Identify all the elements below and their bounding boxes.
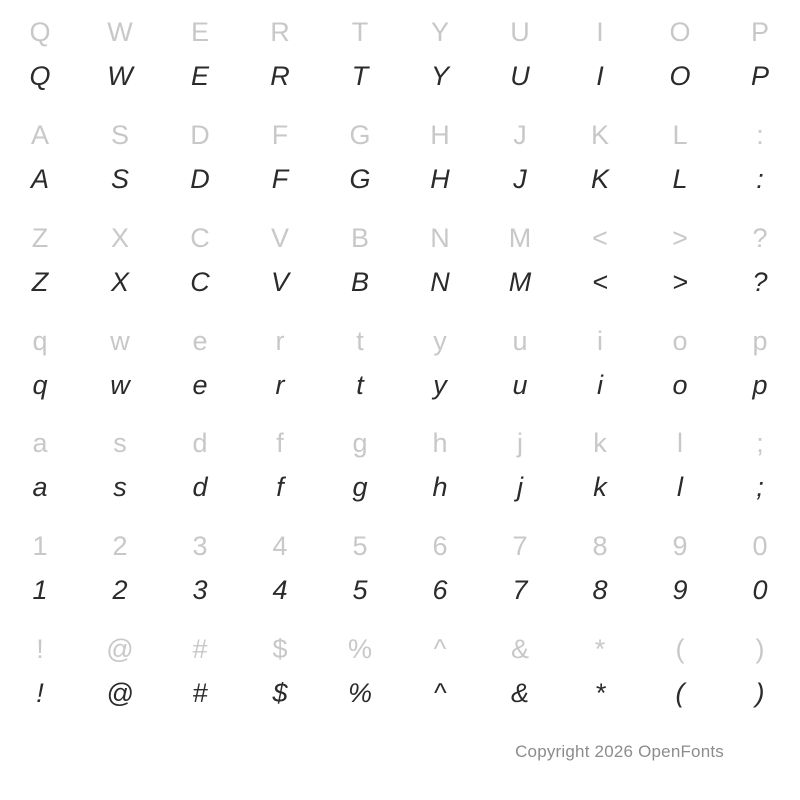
sample-glyph: i: [597, 369, 603, 400]
sample-glyph: f: [276, 472, 284, 503]
reference-glyph: u: [512, 325, 528, 356]
reference-glyph: B: [350, 222, 369, 253]
reference-glyph: :: [756, 119, 764, 150]
sample-glyph: U: [510, 61, 530, 91]
reference-glyph: 0: [752, 531, 768, 562]
reference-glyph: o: [672, 325, 688, 356]
reference-glyph: j: [517, 428, 523, 459]
reference-glyph: y: [433, 325, 447, 356]
reference-glyph: K: [590, 119, 609, 150]
reference-glyph: !: [36, 634, 44, 665]
reference-glyph: w: [110, 325, 130, 356]
glyph-row-pair: [0, 514, 800, 617]
sample-glyph: $: [272, 678, 288, 709]
sample-glyph: d: [192, 472, 208, 503]
reference-glyph: @: [106, 634, 134, 665]
reference-row: [0, 514, 800, 560]
reference-glyph: 1: [32, 531, 48, 562]
reference-glyph: d: [192, 428, 208, 459]
reference-glyph: J: [513, 119, 527, 150]
sample-glyph: ^: [433, 678, 447, 709]
reference-glyph: N: [430, 222, 450, 253]
reference-row: [0, 617, 800, 663]
sample-glyph: k: [593, 472, 607, 503]
sample-glyph: l: [677, 472, 683, 503]
glyph-row-pair: [0, 617, 800, 720]
reference-glyph: i: [597, 325, 603, 356]
sample-glyph: @: [106, 678, 134, 709]
reference-glyph: a: [32, 428, 48, 459]
reference-glyph: %: [347, 634, 372, 665]
reference-row: [0, 0, 800, 46]
reference-glyph: 2: [112, 531, 128, 562]
sample-glyph: S: [110, 163, 129, 194]
reference-row: [0, 103, 800, 149]
reference-glyph: h: [432, 428, 448, 459]
sample-glyph: :: [756, 163, 764, 194]
sample-glyph: Z: [31, 266, 49, 297]
sample-glyph: (: [675, 678, 685, 709]
reference-glyph: P: [750, 17, 769, 47]
copyright-notice: Copyright 2026 OpenFonts: [515, 742, 724, 761]
sample-row: [0, 355, 800, 399]
sample-glyph: E: [190, 61, 209, 91]
reference-glyph: C: [190, 222, 210, 253]
glyph-row-pair: [0, 309, 800, 412]
sample-glyph: #: [192, 678, 208, 709]
sample-glyph: r: [275, 369, 285, 400]
sample-row: [0, 252, 800, 296]
sample-glyph: P: [750, 61, 769, 91]
reference-glyph: 6: [432, 531, 448, 562]
sample-glyph: s: [113, 472, 127, 503]
reference-glyph: r: [275, 325, 285, 356]
sample-glyph: B: [350, 266, 369, 297]
glyph-row-pair: [0, 206, 800, 309]
sample-glyph: u: [512, 369, 528, 400]
sample-glyph: p: [752, 369, 768, 400]
reference-glyph: W: [107, 17, 133, 47]
glyph-row-pair: [0, 0, 800, 103]
sample-glyph: 9: [672, 575, 688, 606]
reference-glyph: R: [270, 17, 290, 47]
reference-glyph: F: [271, 119, 289, 150]
reference-glyph: <: [592, 222, 608, 253]
sample-glyph: 4: [272, 575, 288, 606]
sample-glyph: 3: [192, 575, 208, 606]
reference-glyph: U: [510, 17, 530, 47]
reference-glyph: T: [351, 17, 369, 47]
sample-glyph: Y: [430, 61, 449, 91]
sample-glyph: 0: [752, 575, 768, 606]
sample-glyph: L: [672, 163, 688, 194]
sample-glyph: 7: [512, 575, 528, 606]
sample-glyph: h: [432, 472, 448, 503]
reference-glyph: ?: [752, 222, 768, 253]
reference-glyph: V: [270, 222, 289, 253]
sample-glyph: *: [594, 678, 606, 709]
reference-glyph: Q: [29, 17, 51, 47]
sample-glyph: 8: [592, 575, 608, 606]
sample-glyph: H: [430, 163, 450, 194]
sample-glyph: X: [110, 266, 129, 297]
sample-glyph: I: [596, 61, 604, 91]
sample-glyph: 1: [32, 575, 48, 606]
sample-glyph: M: [508, 266, 532, 297]
reference-glyph: *: [594, 634, 606, 665]
reference-glyph: &: [510, 634, 529, 665]
reference-glyph: $: [272, 634, 288, 665]
reference-glyph: l: [677, 428, 683, 459]
reference-glyph: A: [30, 119, 49, 150]
reference-glyph: ): [755, 634, 765, 665]
sample-glyph: Q: [29, 61, 51, 91]
sample-glyph: g: [352, 472, 368, 503]
sample-glyph: F: [271, 163, 289, 194]
reference-glyph: 8: [592, 531, 608, 562]
reference-glyph: 9: [672, 531, 688, 562]
reference-glyph: s: [113, 428, 127, 459]
sample-glyph: a: [32, 472, 48, 503]
sample-glyph: D: [190, 163, 210, 194]
reference-glyph: 4: [272, 531, 288, 562]
sample-row: [0, 663, 800, 707]
sample-glyph: K: [590, 163, 609, 194]
glyph-row-pair: [0, 103, 800, 206]
reference-glyph: 3: [192, 531, 208, 562]
sample-glyph: o: [672, 369, 688, 400]
sample-glyph: ): [755, 678, 765, 709]
reference-glyph: f: [276, 428, 284, 459]
sample-glyph: C: [190, 266, 210, 297]
sample-row: [0, 46, 800, 90]
reference-glyph: (: [675, 634, 685, 665]
reference-glyph: G: [349, 119, 371, 150]
reference-glyph: t: [356, 325, 364, 356]
sample-glyph: ;: [756, 472, 764, 503]
sample-glyph: >: [672, 266, 688, 297]
sample-glyph: V: [270, 266, 289, 297]
sample-glyph: 5: [352, 575, 368, 606]
sample-glyph: W: [107, 61, 133, 91]
sample-glyph: !: [36, 678, 44, 709]
reference-glyph: p: [752, 325, 768, 356]
reference-glyph: Z: [31, 222, 49, 253]
sample-glyph: 2: [112, 575, 128, 606]
reference-glyph: Y: [430, 17, 449, 47]
sample-glyph: t: [356, 369, 364, 400]
reference-glyph: L: [672, 119, 688, 150]
sample-glyph: T: [351, 61, 369, 91]
sample-row: [0, 560, 800, 604]
sample-glyph: <: [592, 266, 608, 297]
sample-glyph: %: [347, 678, 372, 709]
reference-glyph: 5: [352, 531, 368, 562]
reference-glyph: E: [190, 17, 209, 47]
reference-glyph: #: [192, 634, 208, 665]
sample-glyph: R: [270, 61, 290, 91]
sample-glyph: O: [669, 61, 691, 91]
sample-row: [0, 457, 800, 501]
sample-glyph: 6: [432, 575, 448, 606]
reference-glyph: H: [430, 119, 450, 150]
glyph-row-pair: [0, 411, 800, 514]
reference-glyph: M: [508, 222, 532, 253]
sample-glyph: q: [32, 369, 48, 400]
reference-glyph: g: [352, 428, 368, 459]
sample-glyph: A: [30, 163, 49, 194]
reference-glyph: D: [190, 119, 210, 150]
reference-glyph: X: [110, 222, 129, 253]
reference-glyph: q: [32, 325, 48, 356]
sample-glyph: G: [349, 163, 371, 194]
reference-glyph: I: [596, 17, 604, 47]
reference-glyph: >: [672, 222, 688, 253]
reference-row: [0, 206, 800, 252]
sample-row: [0, 149, 800, 193]
sample-glyph: &: [510, 678, 529, 709]
reference-glyph: O: [669, 17, 691, 47]
reference-glyph: k: [593, 428, 607, 459]
reference-glyph: S: [110, 119, 129, 150]
reference-row: [0, 411, 800, 457]
sample-glyph: e: [192, 369, 208, 400]
sample-glyph: N: [430, 266, 450, 297]
reference-glyph: e: [192, 325, 208, 356]
reference-glyph: ;: [756, 428, 764, 459]
sample-glyph: y: [433, 369, 447, 400]
sample-glyph: ?: [752, 266, 768, 297]
sample-glyph: J: [513, 163, 527, 194]
reference-row: [0, 309, 800, 355]
sample-glyph: j: [517, 472, 523, 503]
sample-glyph: w: [110, 369, 130, 400]
reference-glyph: 7: [512, 531, 528, 562]
reference-glyph: ^: [433, 634, 447, 665]
